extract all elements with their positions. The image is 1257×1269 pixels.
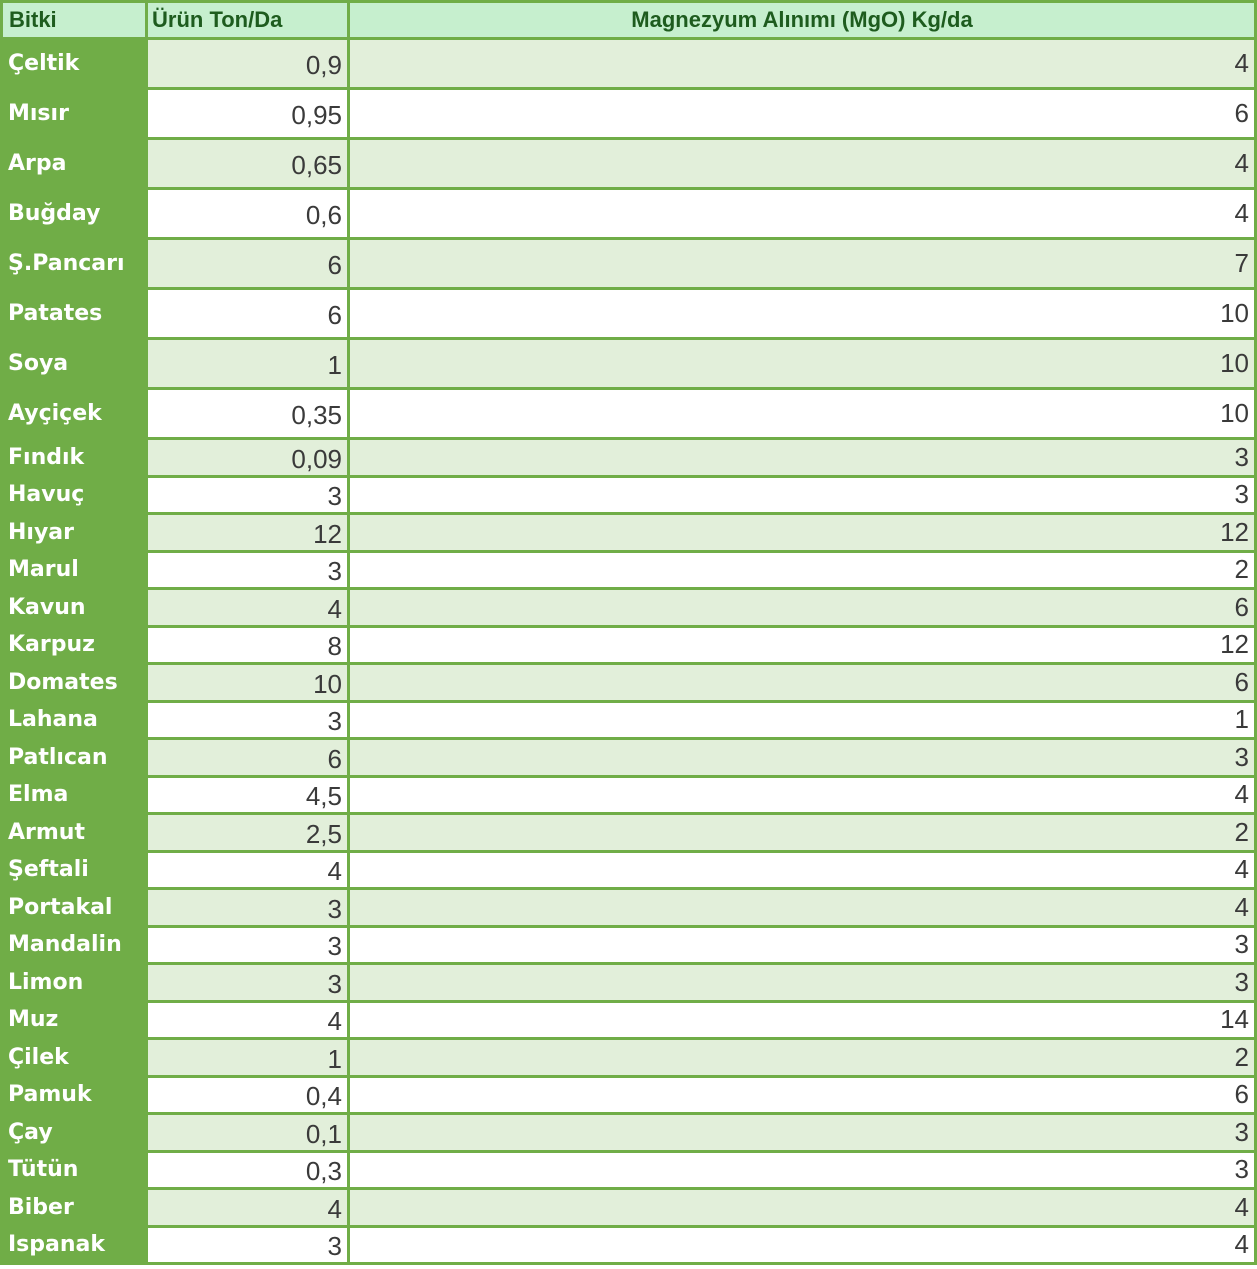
yield-cell: 3 (148, 965, 350, 1003)
yield-cell: 2,5 (148, 815, 350, 853)
yield-cell: 3 (148, 890, 350, 928)
magnesium-cell: 6 (350, 1078, 1257, 1116)
yield-cell: 0,09 (148, 440, 350, 478)
crop-name-cell: Marul (0, 553, 148, 591)
yield-cell: 4 (148, 1003, 350, 1041)
yield-cell: 0,65 (148, 140, 350, 190)
yield-cell: 0,35 (148, 390, 350, 440)
yield-cell: 10 (148, 665, 350, 703)
crop-name-cell: Soya (0, 340, 148, 390)
magnesium-cell: 12 (350, 628, 1257, 666)
yield-cell: 0,95 (148, 90, 350, 140)
crop-name-cell: Muz (0, 1003, 148, 1041)
magnesium-cell: 4 (350, 190, 1257, 240)
magnesium-cell: 4 (350, 890, 1257, 928)
yield-cell: 3 (148, 928, 350, 966)
magnesium-cell: 2 (350, 553, 1257, 591)
crop-name-cell: Biber (0, 1190, 148, 1228)
yield-cell: 8 (148, 628, 350, 666)
magnesium-cell: 6 (350, 90, 1257, 140)
magnesium-cell: 3 (350, 1153, 1257, 1191)
yield-cell: 4,5 (148, 778, 350, 816)
crop-name-cell: Portakal (0, 890, 148, 928)
yield-cell: 0,1 (148, 1115, 350, 1153)
magnesium-cell: 10 (350, 390, 1257, 440)
crop-name-cell: Domates (0, 665, 148, 703)
magnesium-cell: 4 (350, 1228, 1257, 1266)
crop-name-cell: Ispanak (0, 1228, 148, 1266)
magnesium-cell: 1 (350, 703, 1257, 741)
crop-name-cell: Buğday (0, 190, 148, 240)
magnesium-cell: 3 (350, 965, 1257, 1003)
yield-cell: 3 (148, 1228, 350, 1266)
crop-name-cell: Elma (0, 778, 148, 816)
crop-name-cell: Tütün (0, 1153, 148, 1191)
yield-cell: 6 (148, 740, 350, 778)
yield-cell: 6 (148, 290, 350, 340)
crop-name-cell: Çeltik (0, 40, 148, 90)
crop-name-cell: Patates (0, 290, 148, 340)
yield-cell: 12 (148, 515, 350, 553)
crop-name-cell: Limon (0, 965, 148, 1003)
crop-name-cell: Mısır (0, 90, 148, 140)
magnesium-cell: 6 (350, 590, 1257, 628)
crop-name-cell: Şeftali (0, 853, 148, 891)
magnesium-cell: 4 (350, 1190, 1257, 1228)
yield-cell: 4 (148, 1190, 350, 1228)
yield-cell: 0,4 (148, 1078, 350, 1116)
magnesium-cell: 7 (350, 240, 1257, 290)
crop-name-cell: Havuç (0, 478, 148, 516)
yield-cell: 0,9 (148, 40, 350, 90)
magnesium-cell: 2 (350, 815, 1257, 853)
magnesium-cell: 6 (350, 665, 1257, 703)
crop-name-cell: Çilek (0, 1040, 148, 1078)
crop-name-cell: Armut (0, 815, 148, 853)
yield-cell: 3 (148, 703, 350, 741)
magnesium-cell: 2 (350, 1040, 1257, 1078)
magnesium-cell: 4 (350, 778, 1257, 816)
crop-name-cell: Pamuk (0, 1078, 148, 1116)
magnesium-cell: 10 (350, 290, 1257, 340)
magnesium-cell: 10 (350, 340, 1257, 390)
crop-name-cell: Hıyar (0, 515, 148, 553)
yield-cell: 0,3 (148, 1153, 350, 1191)
header-crop: Bitki (0, 0, 148, 40)
yield-cell: 4 (148, 853, 350, 891)
crop-name-cell: Patlıcan (0, 740, 148, 778)
crop-name-cell: Ş.Pancarı (0, 240, 148, 290)
magnesium-cell: 3 (350, 1115, 1257, 1153)
yield-cell: 3 (148, 553, 350, 591)
yield-cell: 1 (148, 340, 350, 390)
header-magnesium-uptake: Magnezyum Alınımı (MgO) Kg/da (350, 0, 1257, 40)
magnesium-cell: 3 (350, 478, 1257, 516)
crop-name-cell: Çay (0, 1115, 148, 1153)
magnesium-cell: 3 (350, 928, 1257, 966)
magnesium-cell: 3 (350, 440, 1257, 478)
crop-name-cell: Karpuz (0, 628, 148, 666)
yield-cell: 1 (148, 1040, 350, 1078)
magnesium-cell: 12 (350, 515, 1257, 553)
magnesium-cell: 4 (350, 853, 1257, 891)
magnesium-cell: 4 (350, 140, 1257, 190)
yield-cell: 3 (148, 478, 350, 516)
crop-name-cell: Arpa (0, 140, 148, 190)
yield-cell: 6 (148, 240, 350, 290)
crop-name-cell: Mandalin (0, 928, 148, 966)
header-yield: Ürün Ton/Da (148, 0, 350, 40)
magnesium-cell: 3 (350, 740, 1257, 778)
crop-name-cell: Kavun (0, 590, 148, 628)
magnesium-cell: 14 (350, 1003, 1257, 1041)
yield-cell: 4 (148, 590, 350, 628)
yield-cell: 0,6 (148, 190, 350, 240)
crop-name-cell: Ayçiçek (0, 390, 148, 440)
magnesium-cell: 4 (350, 40, 1257, 90)
crop-name-cell: Lahana (0, 703, 148, 741)
crop-name-cell: Fındık (0, 440, 148, 478)
